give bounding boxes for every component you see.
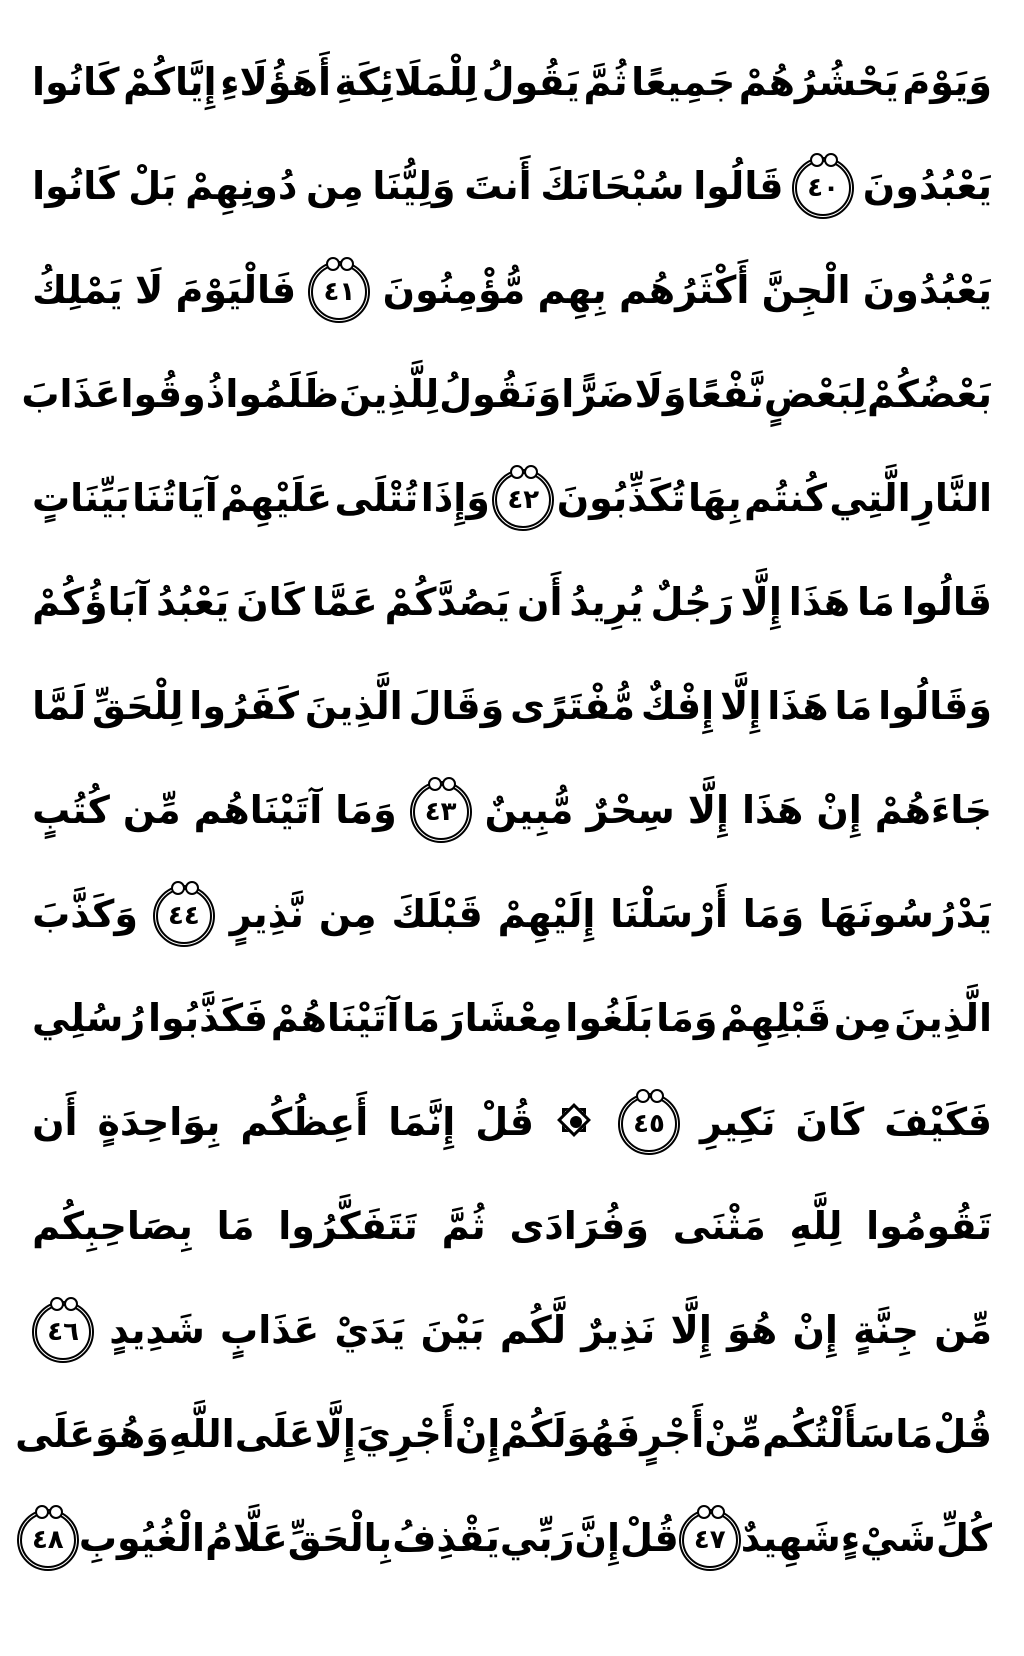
ayah-word: جَمِيعًا [631,60,736,104]
ayah-word: أَجْرِيَ [355,1412,455,1456]
ayah-word: لَمَّا [32,684,87,728]
ayah-word: هَذَا [742,788,804,832]
ayah-word: كَانَ [236,580,306,624]
ayah-end-marker-icon [32,1301,94,1363]
ayah-word: مُّبِينٌ [484,788,574,832]
mushaf-line [32,30,992,134]
mushaf-line [32,1486,992,1590]
ayah-word: كَانُوا [32,60,120,104]
ayah-end-marker-icon [679,1509,741,1571]
ayah-number: ٤٠ [807,173,839,203]
ayah-word: يَدَيْ [334,1308,406,1352]
ayah-word: إِنَّمَا [388,1100,456,1144]
ayah-word: وَفُرَادَى [509,1204,649,1248]
ayah-word: وَمَا [335,788,397,832]
mushaf-line [15,1382,992,1486]
ayah-word: وَيَوْمَ [902,60,992,104]
ayah-word: إِلَيْهِمْ [497,892,596,936]
ayah-word: إِنْ [454,1412,501,1456]
ayah-word: يَعْبُدُ [156,580,230,624]
ayah-end-marker-icon [153,885,215,947]
ayah-word: وَهُوَ [95,1412,169,1456]
ayah-word: تَتَفَكَّرُوا [278,1204,418,1248]
ayah-word: بِالْحَقِّ [287,1516,393,1560]
ayah-word: يَدْرُسُونَهَا [819,892,992,936]
ayah-word: بِهِم [537,268,607,312]
mushaf-line [32,654,992,758]
ayah-word: شَهِيدٌ [740,1516,841,1560]
ayah-word: مَا [834,684,873,728]
ayah-word: مِن [305,164,364,208]
ayah-word: مُّفْتَرًى [510,684,635,728]
ayah-word: عَلَى [15,1412,96,1456]
ayah-word: سَأَلْتُكُم [762,1412,896,1456]
ayah-word: لِلْحَقِّ [92,684,184,728]
ayah-word: آتَيْنَاهُمْ [270,996,400,1040]
ayah-word: لِلْمَلَائِكَةِ [334,60,479,104]
ayah-word: مَا [216,1204,255,1248]
ayah-word: آيَاتُنَا [132,476,218,520]
ayah-word: تُكَذِّبُونَ [556,476,686,520]
ayah-word: كُتُبٍ [32,788,110,832]
ayah-word: كَانَ [795,1100,865,1144]
ayah-word: مَا [895,1412,934,1456]
ayah-word: يَعْبُدُونَ [862,268,992,312]
ayah-word: رُسُلِي [32,996,146,1040]
ayah-word: إِلَّا [314,1412,356,1456]
ayah-word: أَرْسَلْنَا [610,892,728,936]
ayah-word: الَّتِي [829,476,911,520]
ayah-word: مَا [857,580,895,624]
ayah-word: بَيِّنَاتٍ [32,476,130,520]
rub-el-hizb-icon [554,1100,598,1144]
mushaf-line [32,134,992,238]
ayah-word: الَّذِينَ [304,684,403,728]
ayah-word: نَّذِيرٍ [229,892,304,936]
ayah-number: ٤٦ [47,1317,79,1347]
ayah-word: وَنَقُولُ [439,372,562,416]
ayah-word: أَهَؤُلَاءِ [220,60,331,104]
ayah-number: ٤٢ [507,485,540,515]
ayah-number: ٤٥ [633,1109,665,1139]
ayah-word: كُنتُم [744,476,827,520]
mushaf-line [32,966,992,1070]
ayah-word: أَعِظُكُم [240,1100,369,1144]
ayah-word: عَلَى [234,1412,315,1456]
ayah-word: ثُمَّ [441,1204,486,1248]
mushaf-line [32,550,992,654]
ayah-word: يَحْشُرُهُمْ [738,60,899,104]
ayah-word: جِنَّةٍ [853,1308,920,1352]
ayah-word: بَلْ [128,164,177,208]
ayah-word: رَجُلٌ [650,580,734,624]
ayah-word: يَمْلِكُ [32,268,123,312]
ayah-word: أَن [517,580,563,624]
ayah-word: قُلْ [933,1412,992,1456]
mushaf-line [32,758,992,862]
ayah-word: إِنْ [792,1308,838,1352]
ayah-word: كَانُوا [32,164,120,208]
ayah-number: ٤٧ [693,1525,726,1555]
ayah-word: هُوَ [727,1308,778,1352]
ayah-number: ٤٤ [168,901,200,931]
mushaf-line [32,238,992,342]
ayah-word: فَكَيْفَ [884,1100,992,1144]
ayah-word: ذُوقُوا [120,372,226,416]
mushaf-line [32,862,992,966]
ayah-word: فَكَذَّبُوا [147,996,269,1040]
mushaf-line [32,1174,992,1278]
ayah-word: إِلَّا [670,1308,712,1352]
ayah-word: عَلَّامُ [205,1516,288,1560]
ayah-word: أَكْثَرُهُم [618,268,750,312]
ayah-word: آتَيْنَاهُم [193,788,323,832]
ayah-word: تُتْلَى [334,476,419,520]
ayah-word: وَإِذَا [420,476,490,520]
ayah-word: لِلَّهِ [789,1204,843,1248]
ayah-word: قَالُوا [901,580,992,624]
ayah-word: ضَرًّا [561,372,635,416]
ayah-word: أَجْرٍ [640,1412,705,1456]
ayah-word: ثُمَّ [583,60,628,104]
ayah-word: ظَلَمُوا [225,372,339,416]
ayah-word: لِلَّذِينَ [338,372,440,416]
ayah-end-marker-icon [618,1093,680,1155]
ayah-word: لَكُمْ [500,1412,567,1456]
ayah-word: مِن [833,996,892,1040]
ayah-number: ٤٨ [31,1525,64,1555]
ayah-word: بَيْنَ [420,1308,485,1352]
ayah-word: يَعْبُدُونَ [862,164,992,208]
ayah-word: جَاءَهُمْ [874,788,992,832]
ayah-word: مَثْنَى [672,1204,766,1248]
ayah-end-marker-icon [792,157,854,219]
ayah-word: شَدِيدٍ [109,1308,205,1352]
ayah-word: دُونِهِمْ [185,164,298,208]
ayah-word: اللَّهِ [168,1412,235,1456]
ayah-word: وَلَا [634,372,687,416]
ayah-word: الْجِنَّ [761,268,851,312]
ayah-word: يَصُدَّكُمْ [384,580,511,624]
ayah-word: بِصَاحِبِكُم [32,1204,193,1248]
ayah-end-marker-icon [308,261,370,323]
mushaf-line [21,342,992,446]
ayah-word: أَن [32,1100,78,1144]
ayah-word: إِنَّ [574,1516,620,1560]
ayah-word: وَمَا [742,892,805,936]
ayah-word: عَذَابٍ [220,1308,320,1352]
mushaf-line [32,1070,992,1174]
ayah-number: ٤١ [323,277,356,307]
ayah-number: ٤٣ [424,797,457,827]
ayah-word: إِلَّا [740,580,782,624]
ayah-end-marker-icon [410,781,472,843]
ayah-word: هَذَا [767,684,829,728]
ayah-end-marker-icon [17,1509,79,1571]
ayah-word: مِّن [934,1308,992,1352]
ayah-word: نَّفْعًا [686,372,764,416]
ayah-word: سِحْرٌ [586,788,675,832]
ayah-word: يَقُولُ [481,60,581,104]
ayah-word: وَكَذَّبَ [32,892,138,936]
ayah-word: الْغُيُوبِ [78,1516,206,1560]
ayah-word: لَا [134,268,164,312]
ayah-word: مِن [318,892,377,936]
mushaf-line [32,1278,992,1382]
ayah-word: الَّذِينَ [894,996,992,1040]
ayah-word: تَقُومُوا [866,1204,992,1248]
ayah-word: لَّكُم [499,1308,566,1352]
ayah-word: إِفْكٌ [640,684,715,728]
ayah-end-marker-icon [492,469,554,531]
ayah-word: كَفَرُوا [189,684,300,728]
ayah-word: وَقَالَ [408,684,505,728]
ayah-word: قَبْلِهِمْ [720,996,832,1040]
ayah-word: مِّن [122,788,181,832]
ayah-word: بَعْضُكُمْ [866,372,992,416]
ayah-word: أَنتَ [464,164,532,208]
ayah-word: نَكِيرِ [699,1100,776,1144]
ayah-word: إِلَّا [687,788,730,832]
ayah-word: عَمَّا [311,580,378,624]
ayah-word: بِوَاحِدَةٍ [97,1100,221,1144]
ayah-word: مُّؤْمِنُونَ [382,268,526,312]
ayah-word: مِعْشَارَ [442,996,563,1040]
ayah-word: لِبَعْضٍ [763,372,867,416]
ayah-word: رَبِّي [499,1516,575,1560]
ayah-word: مِّنْ [704,1412,763,1456]
ayah-word: سُبْحَانَكَ [540,164,685,208]
ayah-word: قُلْ [619,1516,679,1560]
ayah-word: وَقَالُوا [878,684,992,728]
ayah-word: النَّارِ [913,476,992,520]
ayah-word: شَيْءٍ [840,1516,936,1560]
ayah-word: قَبْلَكَ [391,892,483,936]
ayah-word: فَهُوَ [566,1412,641,1456]
ayah-word: وَلِيُّنَا [372,164,456,208]
ayah-word: فَالْيَوْمَ [175,268,297,312]
ayah-word: هَذَا [788,580,851,624]
ayah-word: إِلَّا [720,684,762,728]
ayah-word: قَالُوا [693,164,784,208]
ayah-word: بَلَغُوا [565,996,654,1040]
ayah-word: يُرِيدُ [569,580,644,624]
ayah-word: وَمَا [656,996,718,1040]
ayah-word: آبَاؤُكُمْ [32,580,150,624]
ayah-word: عَلَيْهِمْ [220,476,333,520]
ayah-word: إِيَّاكُمْ [123,60,217,104]
ayah-word: بِهَا [687,476,742,520]
ayah-word: يَقْذِفُ [392,1516,500,1560]
ayah-word: عَذَابَ [21,372,121,416]
ayah-word: إِنْ [816,788,862,832]
mushaf-line [32,446,992,550]
ayah-word: كُلِّ [935,1516,992,1560]
ayah-word: مَا [402,996,441,1040]
ayah-word: قُلْ [475,1100,535,1144]
ayah-word: نَذِيرٌ [581,1308,656,1352]
